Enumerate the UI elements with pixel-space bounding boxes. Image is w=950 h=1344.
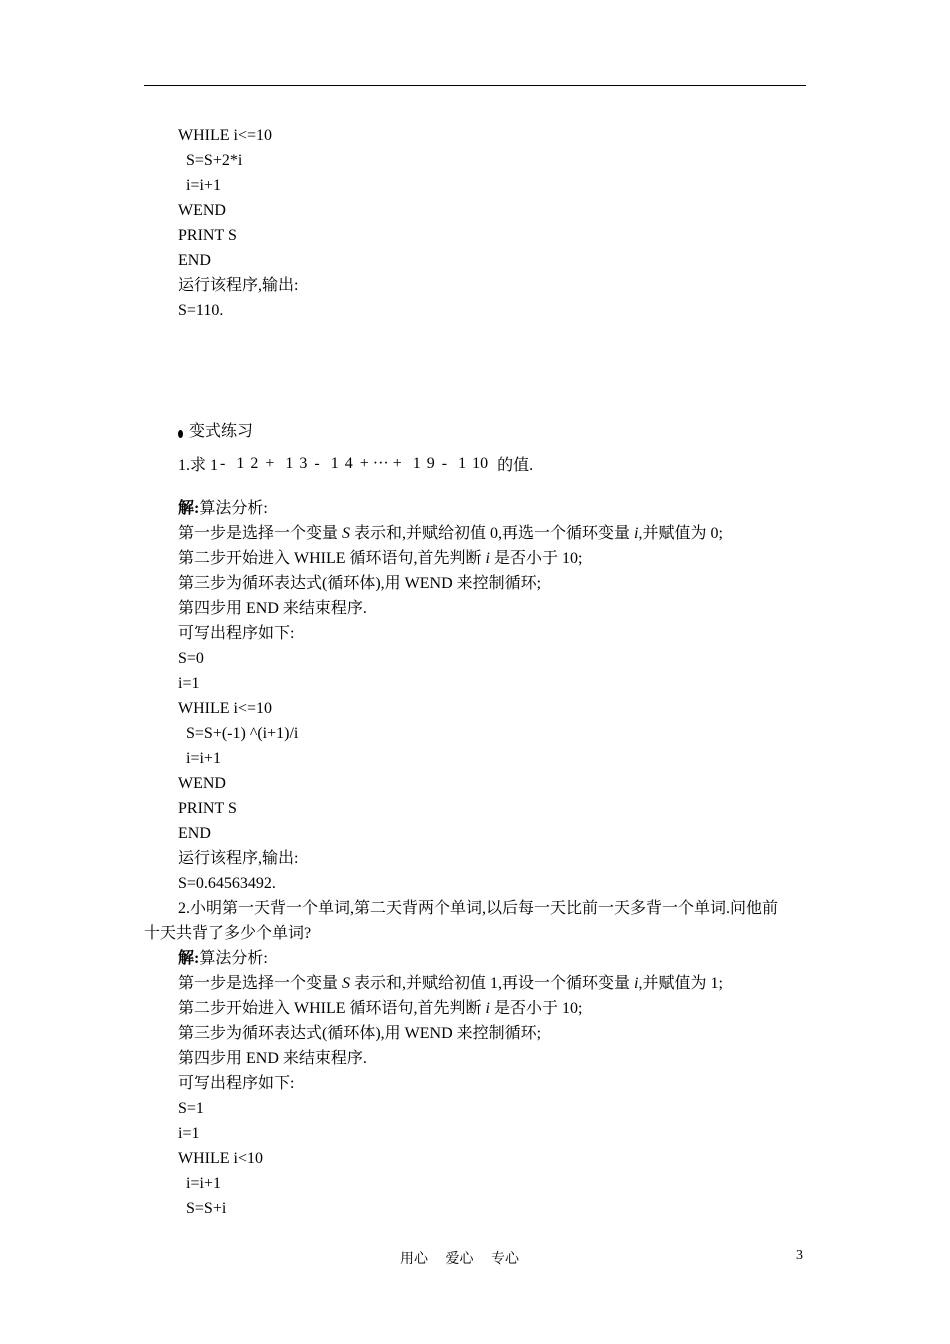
problem-1 — [178, 452, 533, 498]
analysis-label: 算法分析: — [199, 500, 268, 517]
minus-sign: - — [220, 454, 226, 472]
code-line: END — [178, 252, 211, 269]
code-line: WEND — [178, 775, 226, 792]
solution-2-step-2: 第二步开始进入 WHILE 循环语句,首先判断 i 是否小于 10; — [178, 1000, 583, 1017]
code-line: END — [178, 825, 211, 842]
plus-sign: + — [392, 454, 402, 472]
solution-1-write: 可写出程序如下: — [178, 625, 295, 642]
solution-1-step-4: 第四步用 END 来结束程序. — [178, 600, 367, 617]
solution-2-step-3: 第三步为循环表达式(循环体),用 WEND 来控制循环; — [178, 1025, 542, 1042]
code-line: i=1 — [178, 1125, 200, 1142]
code-line: WHILE i<10 — [178, 1150, 263, 1167]
ellipsis: ··· — [372, 454, 389, 472]
code-line: PRINT S — [178, 800, 237, 817]
code-line: S=S+2*i — [186, 152, 243, 169]
code-line: i=i+1 — [186, 1175, 221, 1192]
fraction-1-2: 1 2 — [236, 454, 259, 472]
code-line: i=1 — [178, 675, 200, 692]
plus-sign: + — [359, 454, 369, 472]
code-line: PRINT S — [178, 227, 237, 244]
minus-sign: - — [441, 454, 448, 472]
code-line: i=i+1 — [186, 750, 221, 767]
solution-1-step-3: 第三步为循环表达式(循环体),用 WEND 来控制循环; — [178, 575, 542, 592]
code-line: S=S+i — [186, 1200, 227, 1217]
bullet-icon — [178, 430, 183, 438]
plus-sign: + — [265, 454, 275, 472]
run-output-label: 运行该程序,输出: — [178, 277, 299, 294]
section-title — [178, 421, 253, 443]
header-rule — [144, 85, 806, 86]
solution-1-step-1: 第一步是选择一个变量 S 表示和,并赋给初值 0,再选一个循环变量 i,并赋值为 0; — [178, 525, 723, 542]
section-title-text: 变式练习 — [189, 423, 254, 440]
code-line: S=0 — [178, 650, 204, 667]
solution-label: 解: — [178, 950, 200, 967]
problem-2-line-2: 十天共背了多少个单词? — [144, 925, 312, 942]
fraction-1-9: 1 9 — [412, 454, 435, 472]
problem-1-prefix: 1.求 1 — [178, 457, 219, 474]
solution-2-step-1: 第一步是选择一个变量 S 表示和,并赋给初值 1,再设一个循环变量 i,并赋值为 1; — [178, 975, 723, 992]
code-line: WEND — [178, 202, 226, 219]
solution-1-heading — [178, 498, 268, 520]
run-output: S=110. — [178, 302, 224, 319]
fraction-1-3: 1 3 — [285, 454, 308, 472]
code-line: i=i+1 — [186, 177, 221, 194]
solution-2-step-4: 第四步用 END 来结束程序. — [178, 1050, 367, 1067]
page-number: 3 — [796, 1248, 803, 1263]
code-line: S=1 — [178, 1100, 204, 1117]
problem-1-suffix: 的值. — [497, 457, 534, 474]
solution-2-write: 可写出程序如下: — [178, 1075, 295, 1092]
run-output: S=0.64563492. — [178, 875, 276, 892]
solution-1-step-2: 第二步开始进入 WHILE 循环语句,首先判断 i 是否小于 10; — [178, 550, 583, 567]
run-output-label: 运行该程序,输出: — [178, 850, 299, 867]
code-line: S=S+(-1) ^(i+1)/i — [186, 725, 299, 742]
code-line: WHILE i<=10 — [178, 700, 273, 717]
minus-sign: - — [314, 454, 320, 472]
fraction-1-10: 1 10 — [458, 454, 489, 472]
page-footer: 用心 爱心 专心 — [400, 1252, 519, 1267]
solution-label: 解: — [178, 500, 200, 517]
analysis-label: 算法分析: — [199, 950, 268, 967]
solution-2-heading — [178, 948, 268, 970]
fraction-1-4: 1 4 — [330, 454, 353, 472]
problem-2-line-1: 2.小明第一天背一个单词,第二天背两个单词,以后每一天比前一天多背一个单词.问他前 — [178, 900, 779, 917]
code-line: WHILE i<=10 — [178, 127, 273, 144]
